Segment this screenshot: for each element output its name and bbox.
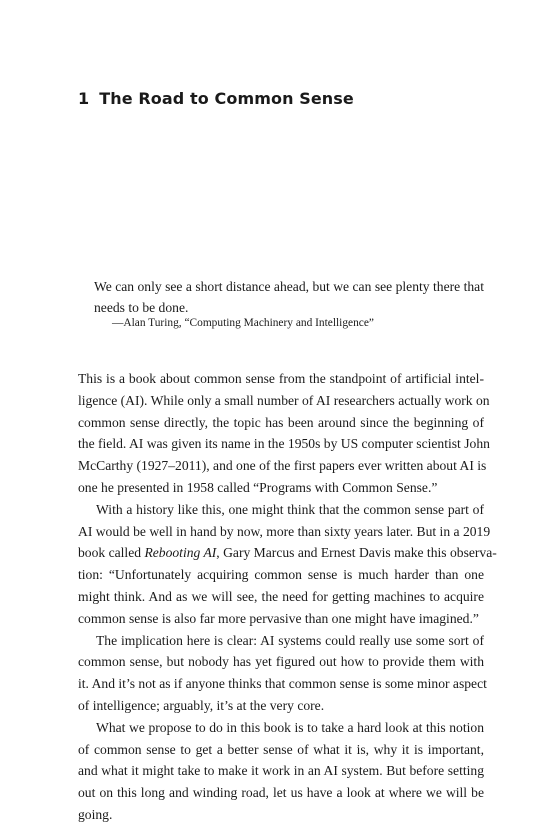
chapter-title: The Road to Common Sense [99, 89, 354, 108]
epigraph-attribution: —Alan Turing, “Computing Machinery and Intelligence” [112, 317, 374, 329]
body-line: and what it might take to make it work in an AI system. But before setting [78, 763, 484, 779]
body-line: With a history like this, one might think that the common sense part of [96, 501, 484, 517]
body-line-part: , Gary Marcus and Ernest Davis make this observa- [216, 545, 497, 561]
body-line: one he presented in 1958 called “Programs with Common Sense.” [78, 479, 438, 495]
body-text [78, 368, 497, 826]
body-line: What we propose to do in this book is to take a hard look at this notion [96, 719, 484, 735]
book-title-reference: Rebooting AI [144, 545, 217, 561]
body-line: of intelligence; arguably, it’s at the very core. [78, 697, 325, 713]
body-line: This is a book about common sense from the standpoint of artificial intel- [78, 371, 484, 386]
body-line: common sense directly, the topic has been around since the beginning of [78, 414, 484, 430]
body-line: AI would be well in hand by now, more than sixty years later. But in a 2019 [78, 523, 491, 539]
body-line: McCarthy (1927–2011), and one of the first papers ever written about AI is [78, 458, 487, 474]
body-line: going. [78, 806, 113, 822]
body-line: it. And it’s not as if anyone thinks that common sense is some minor aspect [78, 676, 487, 692]
body-line: of common sense to get a better sense of what it is, why it is important, [78, 741, 484, 757]
body-line: common sense is also far more pervasive than one might have imagined.” [78, 610, 479, 626]
body-line [78, 542, 497, 564]
chapter-number: 1 [78, 89, 90, 108]
body-line: out on this long and winding road, let us have a look at where we will be [78, 785, 484, 801]
body-line-part: book called [78, 545, 145, 561]
body-line: tion: “Unfortunately acquiring common sense is much harder than one [78, 567, 484, 583]
epigraph-quote: We can only see a short distance ahead, but we can see plenty there that needs to be done. [94, 279, 484, 315]
body-line: The implication here is clear: AI systems could really use some sort of [96, 632, 484, 648]
body-line: common sense, but nobody has yet figured out how to provide them with [78, 654, 484, 670]
body-line: ligence (AI). While only a small number of AI researchers actually work on [78, 392, 490, 408]
body-line: might think. And as we will see, the need for getting machines to acquire [78, 588, 484, 604]
chapter-heading [78, 89, 354, 108]
body-line: the field. AI was given its name in the 1950s by US computer scientist John [78, 436, 490, 452]
